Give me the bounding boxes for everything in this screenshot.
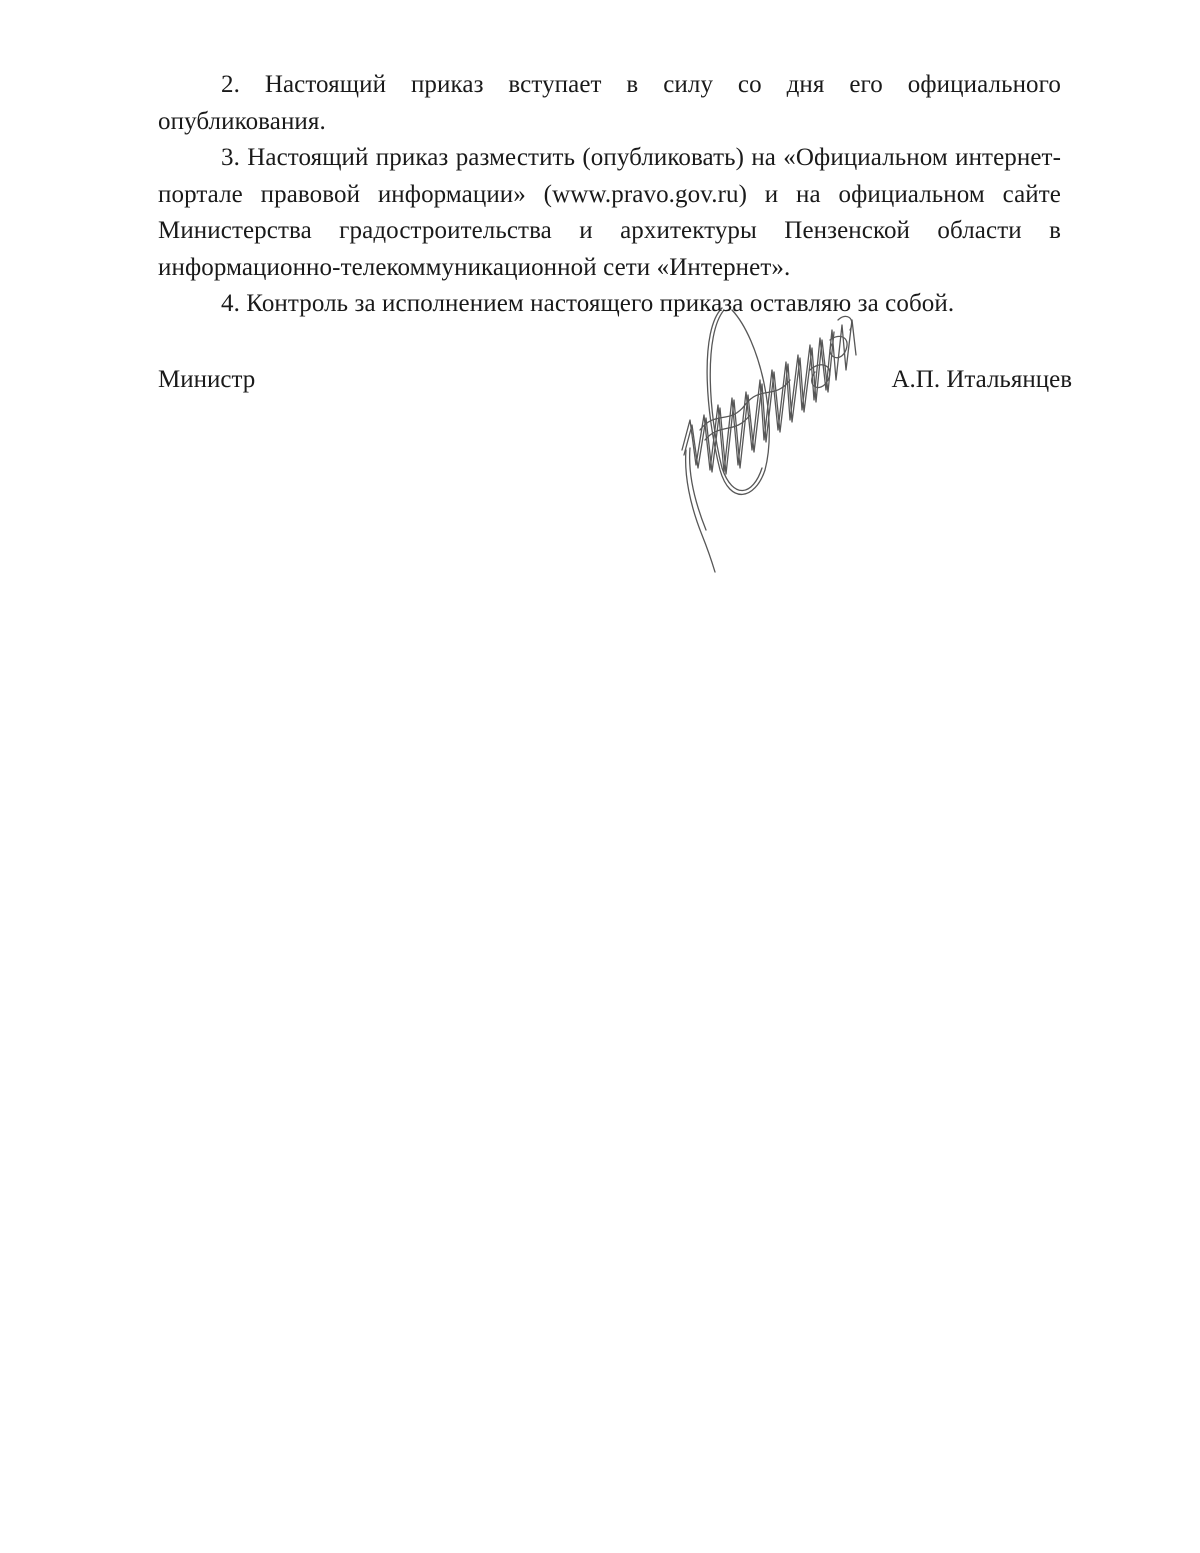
handwritten-signature bbox=[660, 300, 870, 575]
paragraph-item-2: 2. Настоящий приказ вступает в силу со дня его официального опубликования. bbox=[158, 71, 1061, 135]
paragraph-item-3: 3. Настоящий приказ разместить (опубликовать) на «Официальном интернет-портале правовой информации» (www.pravo.gov.ru) и на официальном сайте Министерства градостроительства и архитектуры Пензенской области в информационно-телекоммуникационной сети «Интернет». bbox=[158, 144, 1061, 281]
signature-block bbox=[158, 362, 1072, 402]
signatory-name: А.П. Итальянцев bbox=[891, 366, 1072, 393]
paragraph-item-4: 4. Контроль за исполнением настоящего приказа оставляю за собой. bbox=[221, 290, 955, 317]
signatory-position: Министр bbox=[158, 366, 256, 393]
document-body bbox=[158, 67, 1061, 323]
